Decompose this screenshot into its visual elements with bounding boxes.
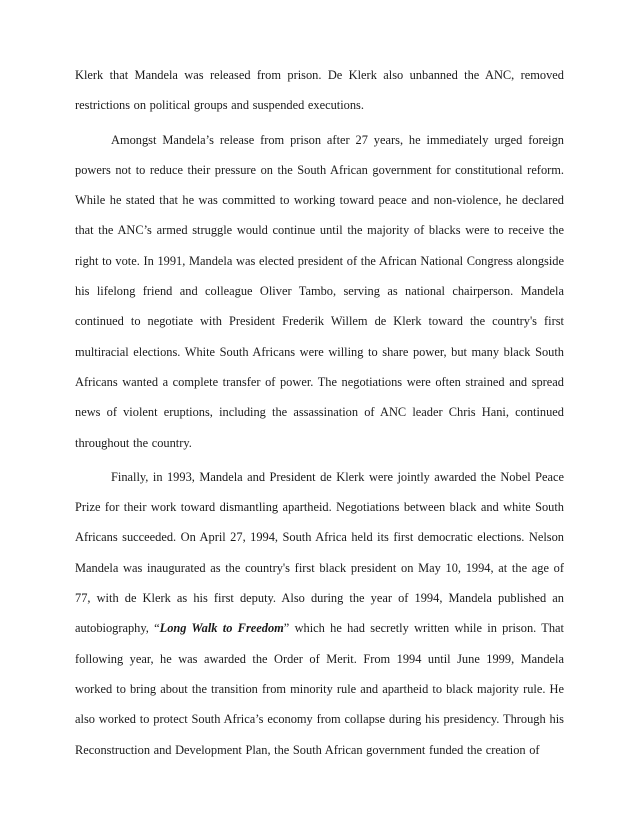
paragraph-2: Amongst Mandela’s release from prison after 27 years, he immediately urged foreign powers not to reduce their pressure on the South African government for constitutional reform. While he stated that he was committed to working toward peace and non-violence, he declared that the ANC’s armed struggle would continue until the majority of blacks were to receive the right to vote. In 1991, Mandela was elected president of the African National Congress alongside his lifelong friend and colleague Oliver Tambo, serving as national chairperson. Mandela continued to negotiate with President Frederik Willem de Klerk toward the country's first multiracial elections. White South Africans were willing to share power, but many black South Africans wanted a complete transfer of power. The negotiations were often strained and spread news of violent eruptions, including the assassination of ANC leader Chris Hani, continued throughout the country.: [75, 132, 564, 450]
paragraph-3-text-before: Finally, in 1993, Mandela and President de Klerk were jointly awarded the Nobel Peace Prize for their work toward dismantling apartheid. Negotiations between black and white South Africans succeeded. On April 27, 1994, South Africa held its first democratic elections. Nelson Mandela was inaugurated as the country's first black president on May 10, 1994, at the age of 77, with de Klerk as his first deputy. Also during the year of 1994, Mandela published an autobiography, “: [75, 469, 564, 636]
paragraph-3-text-after: ” which he had secretly written while in prison. That following year, he was awarded the Order of Merit. From 1994 until June 1999, Mandela worked to bring about the transition from minority rule and apartheid to black majority rule. He also worked to protect South Africa’s economy from collapse during his presidency. Through his Reconstruction and Development Plan, the South African government funded the creation of: [75, 621, 564, 757]
document-body: [75, 60, 564, 769]
book-title: Long Walk to Freedom: [159, 621, 284, 636]
paragraph-3: [75, 462, 564, 765]
paragraph-1: Klerk that Mandela was released from prison. De Klerk also unbanned the ANC, removed restrictions on political groups and suspended executions.: [75, 68, 564, 113]
